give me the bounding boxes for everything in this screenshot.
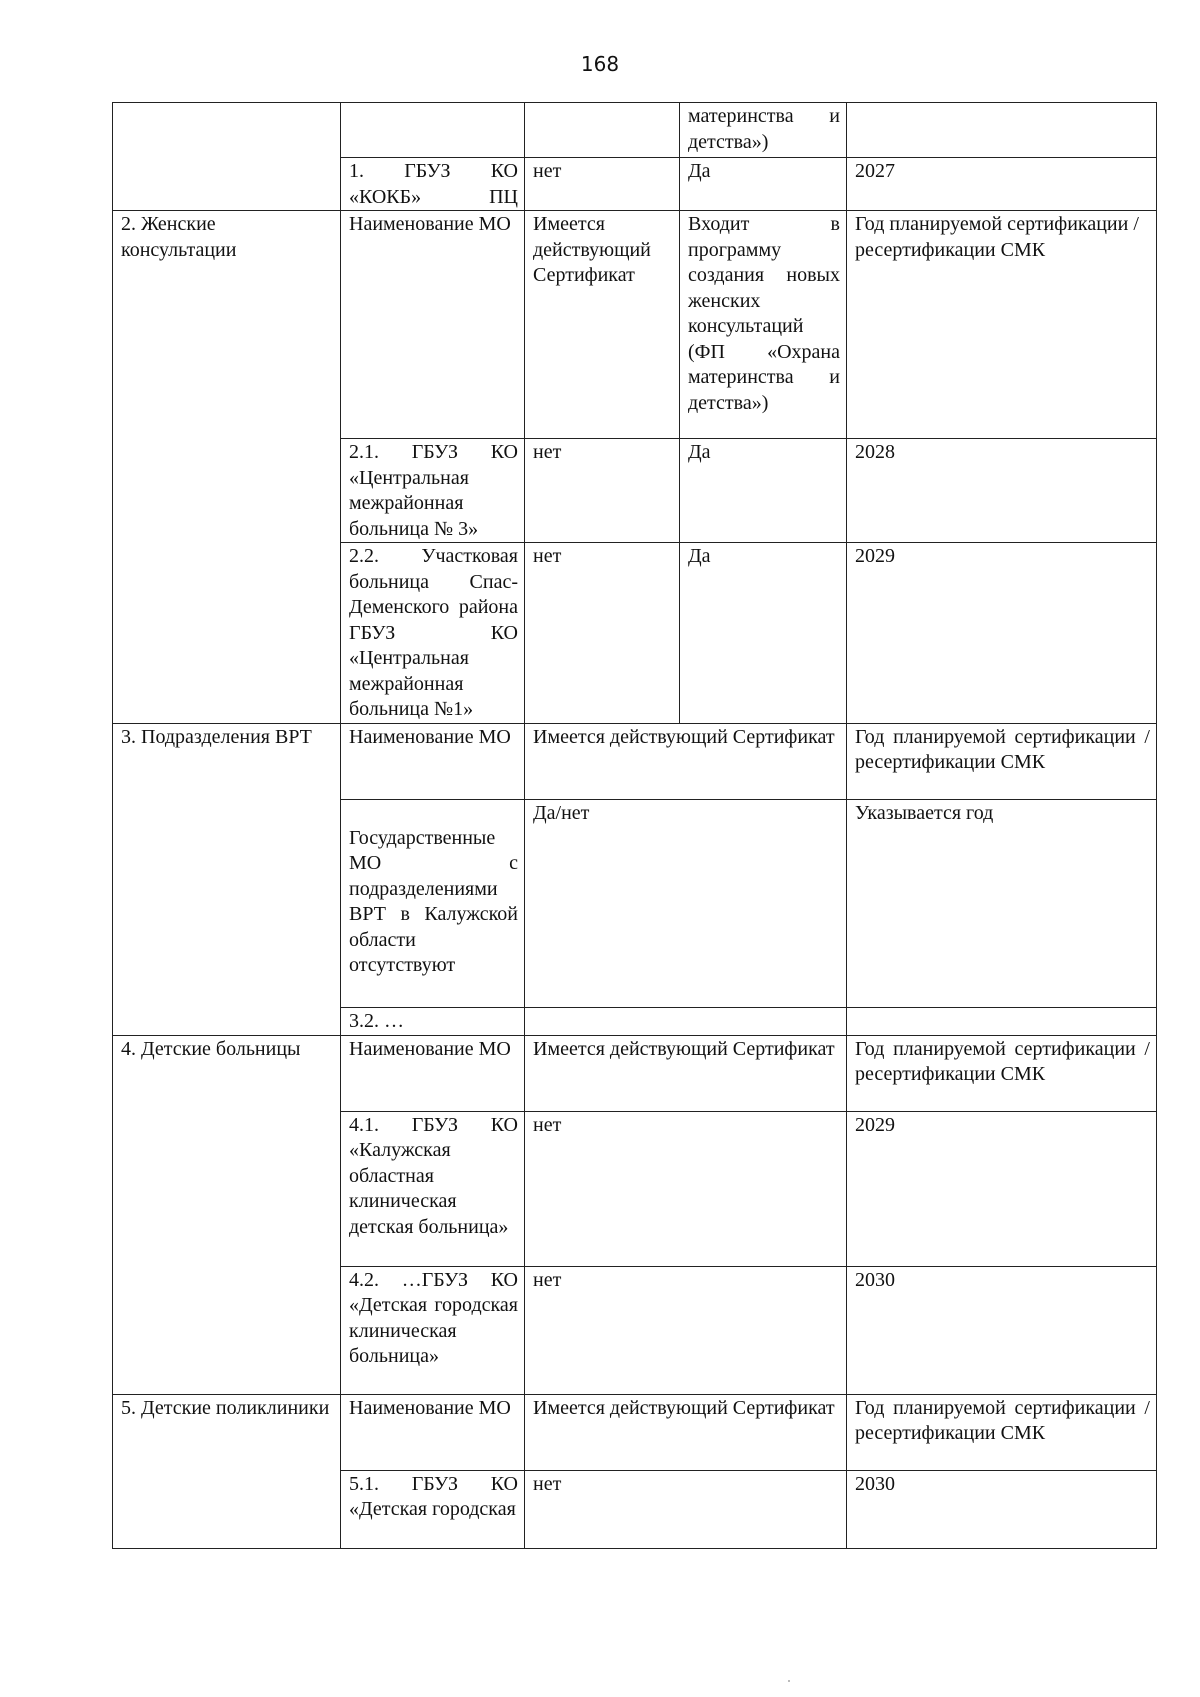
cert-cell: нет (525, 1111, 847, 1266)
program-cell: Да (680, 439, 847, 543)
section-title-cell: 4. Детские больницы (113, 1035, 341, 1394)
year-cell: 2029 (847, 543, 1157, 724)
header-year-cell: Год планируемой сертификации / ресертификации СМК (847, 211, 1157, 439)
name-cell: 4.1. ГБУЗ КО «Калужская областная клиническая детская больница» (341, 1111, 525, 1266)
name-cell: 4.2. …ГБУЗ КО «Детская городская клиническая больница» (341, 1266, 525, 1394)
year-cell: 2028 (847, 439, 1157, 543)
header-program-cell: Входит в программу создания новых женских консультаций (ФП «Охрана материнства и детства») (680, 211, 847, 439)
certification-table (112, 102, 1157, 1549)
name-cell (341, 103, 525, 158)
section-title-cell: 2. Женские консультации (113, 211, 341, 724)
year-cell: 2030 (847, 1266, 1157, 1394)
table-row (113, 103, 1157, 158)
year-cell: 2027 (847, 158, 1157, 211)
program-cell: Да (680, 543, 847, 724)
header-name-cell: Наименование МО (341, 723, 525, 799)
header-cert-cell: Имеется действующий Сертификат (525, 211, 680, 439)
name-cell: 2.2. Участковая больница Спас-Деменского района ГБУЗ КО «Центральная межрайонная больница №1» (341, 543, 525, 724)
page-number: 168 (580, 52, 620, 76)
table-row (113, 211, 1157, 439)
name-cell: 2.1. ГБУЗ КО «Центральная межрайонная больница № 3» (341, 439, 525, 543)
header-year-cell: Год планируемой сертификации / ресертификации СМК (847, 723, 1157, 799)
cert-cell: нет (525, 1470, 847, 1548)
header-cert-cell: Имеется действующий Сертификат (525, 1035, 847, 1111)
section-title-cell (113, 103, 341, 211)
header-cert-cell: Имеется действующий Сертификат (525, 723, 847, 799)
cert-cell: нет (525, 158, 680, 211)
table-row (113, 1394, 1157, 1470)
header-year-cell: Год планируемой сертификации / ресертификации СМК (847, 1394, 1157, 1470)
section-title-cell: 3. Подразделения ВРТ (113, 723, 341, 1035)
program-cell: материнства и детства») (680, 103, 847, 158)
year-cell (847, 1007, 1157, 1035)
cert-cell: нет (525, 1266, 847, 1394)
header-name-cell: Наименование МО (341, 211, 525, 439)
year-cell: 2029 (847, 1111, 1157, 1266)
table-row (113, 723, 1157, 799)
cert-cell (525, 103, 680, 158)
program-cell: Да (680, 158, 847, 211)
header-name-cell: Наименование МО (341, 1394, 525, 1470)
year-cell (847, 103, 1157, 158)
header-cert-cell: Имеется действующий Сертификат (525, 1394, 847, 1470)
cert-cell: нет (525, 439, 680, 543)
scan-speck (788, 1680, 790, 1682)
section-title-cell: 5. Детские поликлиники (113, 1394, 341, 1548)
header-name-cell: Наименование МО (341, 1035, 525, 1111)
name-cell: 5.1. ГБУЗ КО «Детская городская (341, 1470, 525, 1548)
cert-cell: нет (525, 543, 680, 724)
cert-cell (525, 1007, 847, 1035)
name-cell: Государственные МО с подразделениями ВРТ в Калужской области отсутствуют (341, 799, 525, 1007)
table-row (113, 1035, 1157, 1111)
year-cell: Указывается год (847, 799, 1157, 1007)
name-cell: 1. ГБУЗ КО «КОКБ» ПЦ (341, 158, 525, 211)
header-year-cell: Год планируемой сертификации / ресертификации СМК (847, 1035, 1157, 1111)
year-cell: 2030 (847, 1470, 1157, 1548)
name-cell: 3.2. … (341, 1007, 525, 1035)
cert-cell: Да/нет (525, 799, 847, 1007)
